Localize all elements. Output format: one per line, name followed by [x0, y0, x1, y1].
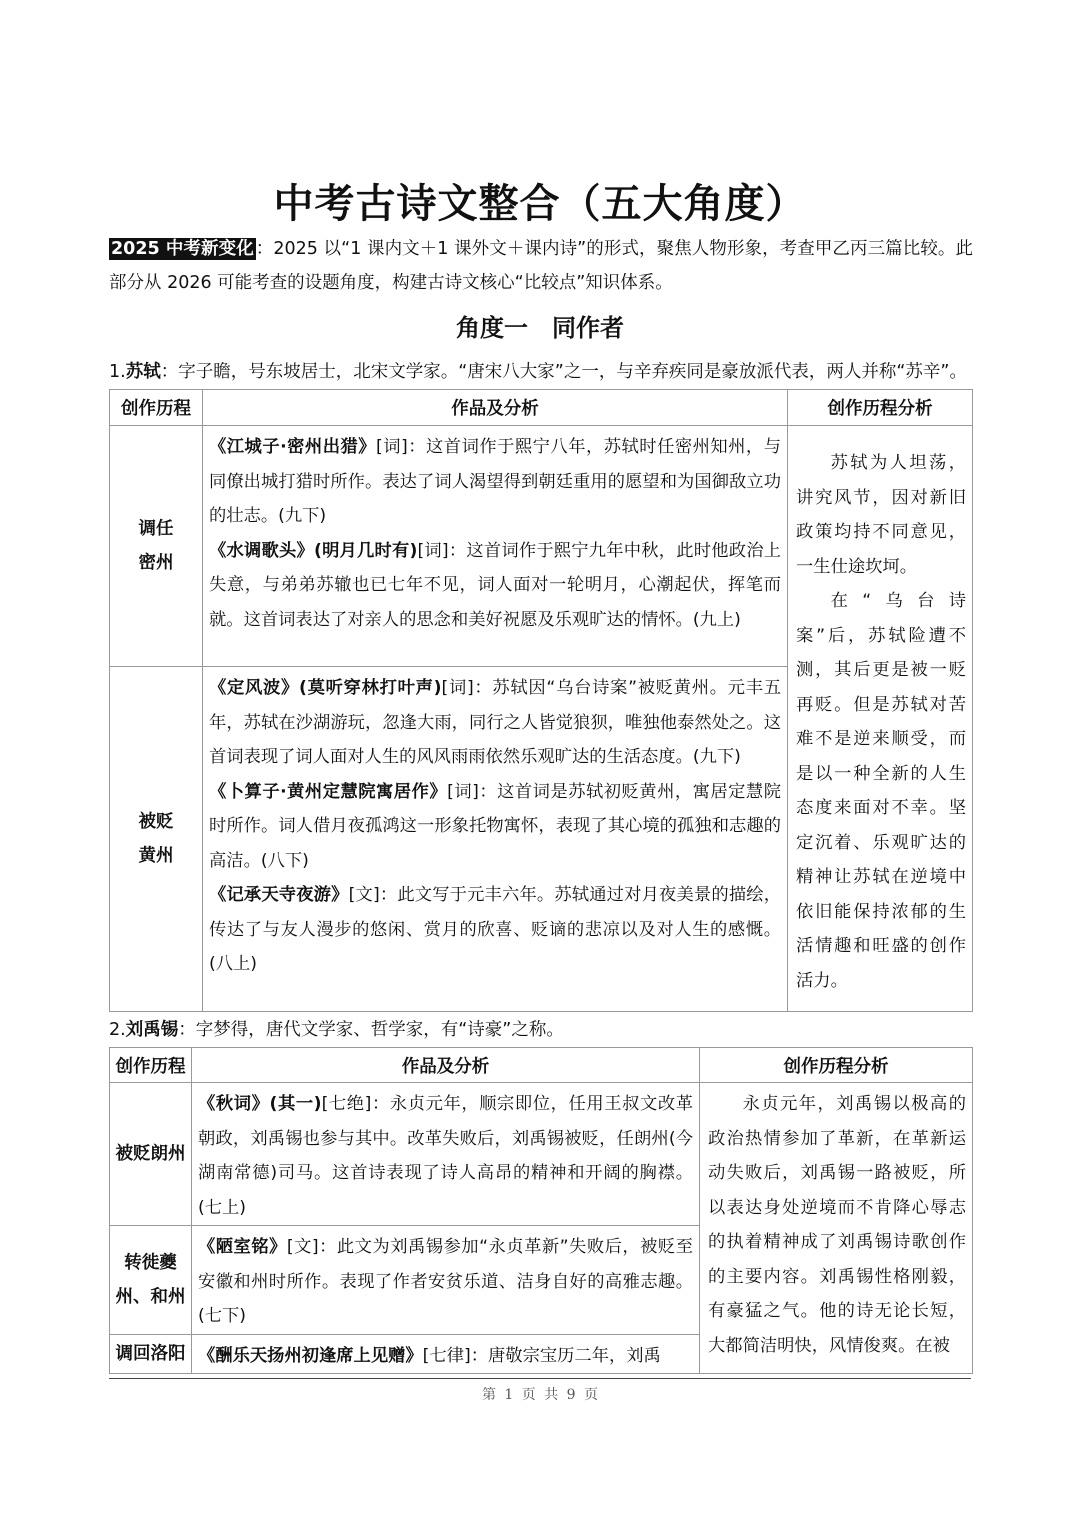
page-title: 中考古诗文整合（五大角度） [273, 181, 807, 227]
table-row [110, 1083, 973, 1226]
work-type: [词] [376, 437, 408, 457]
analysis-cell [788, 426, 973, 1012]
work-type: [七律] [422, 1345, 471, 1366]
liuyuxi-table [109, 1047, 973, 1374]
stage-label: 黄州 [138, 846, 174, 866]
works-cell [192, 1226, 700, 1335]
footer-divider [109, 1378, 971, 1379]
stage-cell: 转徙夔州、和州 [110, 1226, 192, 1335]
stage-cell: 调回洛阳 [110, 1334, 192, 1374]
work-entry [209, 878, 781, 982]
analysis-paragraph: 永贞元年，刘禹锡以极高的政治热情参加了革新，在革新运动失败后，刘禹锡一路被贬，所以表达身处逆境而不肯降心辱志的执着精神成了刘禹锡诗歌创作的主要内容。刘禹锡性格刚毅，有豪猛之气。他的诗无论长短，大都简洁明快，风情俊爽。在被 [708, 1094, 966, 1356]
work-title: 《定风波》(莫听穿林打叶声) [209, 678, 442, 698]
works-cell [192, 1334, 700, 1374]
work-title: 《记承天寺夜游》 [209, 885, 349, 905]
work-title: 《卜算子·黄州定慧院寓居作》 [209, 781, 448, 802]
author-name: 刘禹锡 [125, 1020, 179, 1040]
work-entry [198, 1230, 693, 1334]
work-title: 《江城子·密州出猎》 [209, 437, 377, 457]
work-analysis: ：这首词作于熙宁八年，苏轼时任密州知州，与同僚出城打猎时所作。表达了词人渴望得到朝廷重用的愿望和为国御敌立功的壮志。(九下) [209, 437, 781, 526]
work-analysis: ：此文为刘禹锡参加“永贞革新”失败后，被贬至安徽和州时所作。表现了作者安贫乐道、洁身自好的高雅志趣。(七下) [198, 1237, 693, 1326]
works-cell [192, 1083, 700, 1226]
stage-label: 调任 [138, 519, 174, 539]
header-analysis: 创作历程分析 [788, 390, 973, 426]
angle-heading: 角度一 同作者 [456, 314, 624, 342]
stage-cell [110, 426, 203, 667]
work-type: [七绝] [321, 1094, 372, 1114]
page-number: 第 1 页 共 9 页 [481, 1387, 599, 1403]
work-analysis: ：此文写于元丰六年。苏轼通过对月夜美景的描绘，传达了与友人漫步的悠闲、赏月的欣喜、贬谪的悲凉以及对人生的感慨。(八上) [209, 885, 781, 974]
work-type: [词] [447, 781, 479, 802]
work-analysis: ：唐敬宗宝历二年，刘禹 [470, 1345, 661, 1366]
author-desc: ：字子瞻，号东坡居士，北宋文学家。“唐宋八大家”之一，与辛弃疾同是豪放派代表，两人并称“苏辛”。 [160, 362, 967, 382]
author-name: 苏轼 [125, 362, 161, 382]
stage-cell [110, 667, 203, 1012]
work-title: 《秋词》(其一) [198, 1094, 322, 1114]
change-tag: 2025 中考新变化 [111, 239, 254, 259]
header-stage: 创作历程 [110, 390, 203, 426]
analysis-paragraph: 在“乌台诗案”后，苏轼险遭不测，其后更是被一贬再贬。但是苏轼对苦难不是逆来顺受，而是以一种全新的人生态度来面对不幸。坚定沉着、乐观旷达的精神让苏轼在逆境中依旧能保持浓郁的生活情趣和旺盛的创作活力。 [796, 591, 966, 991]
work-analysis: ：这首词是苏轼初贬黄州，寓居定慧院时所作。词人借月夜孤鸿这一形象托物寓怀，表现了其心境的孤独和志趣的高洁。(八下) [209, 781, 781, 871]
work-type: [文] [286, 1237, 319, 1257]
author-intro-sushi [109, 357, 979, 387]
analysis-cell [700, 1083, 973, 1374]
work-analysis: ：苏轼因“乌台诗案”被贬黄州。元丰五年，苏轼在沙湖游玩，忽逢大雨，同行之人皆觉狼狈，唯独他泰然处之。这首词表现了词人面对人生的风风雨雨依然乐观旷达的生活态度。(九下) [209, 678, 782, 767]
stage-cell: 被贬朗州 [110, 1083, 192, 1226]
header-works: 作品及分析 [203, 390, 788, 426]
table-header-row [110, 1048, 973, 1083]
work-analysis: ：永贞元年，顺宗即位，任用王叔文改革朝政，刘禹锡也参与其中。改革失败后，刘禹锡被贬，任朗州(今湖南常德)司马。这首诗表现了诗人高昂的精神和开阔的胸襟。(七上) [198, 1094, 694, 1218]
header-analysis: 创作历程分析 [700, 1048, 973, 1083]
stage-label: 密州 [138, 553, 174, 573]
work-analysis: ：这首词作于熙宁九年中秋，此时他政治上失意，与弟弟苏辙也已七年不见，词人面对一轮明月，心潮起伏，挥笔而就。这首词表达了对亲人的思念和美好祝愿及乐观旷达的情怀。(九上) [209, 540, 782, 630]
intro-text: ：2025 以“1 课内文＋1 课外文＋课内诗”的形式，聚焦人物形象，考查甲乙丙三篇比较。此部分从 2026 可能考查的设题角度，构建古诗文核心“比较点”知识体系。 [109, 239, 973, 293]
work-entry [198, 1339, 693, 1374]
table-row [110, 426, 973, 667]
intro-paragraph [109, 232, 973, 300]
work-type: [文] [348, 885, 380, 905]
section-number: 1. [109, 362, 126, 382]
work-title: 《水调歌头》(明月几时有) [209, 540, 418, 561]
sushi-table [109, 389, 973, 1012]
work-type: [词] [417, 540, 449, 561]
works-cell [203, 426, 788, 667]
works-cell [203, 667, 788, 1012]
section-number: 2. [109, 1020, 126, 1040]
stage-label: 被贬 [138, 812, 174, 832]
analysis-paragraph: 苏轼为人坦荡，讲究风节，因对新旧政策均持不同意见，一生仕途坎坷。 [796, 453, 966, 577]
author-desc: ：字梦得，唐代文学家、哲学家，有“诗豪”之称。 [178, 1020, 564, 1040]
work-type: [词] [441, 678, 474, 698]
header-works: 作品及分析 [192, 1048, 700, 1083]
work-title: 《陋室铭》 [198, 1237, 287, 1257]
work-entry [209, 534, 781, 638]
work-entry [209, 775, 781, 879]
header-stage: 创作历程 [110, 1048, 192, 1083]
author-intro-liuyuxi [109, 1015, 979, 1045]
work-entry [209, 671, 781, 775]
work-entry [198, 1087, 693, 1225]
table-header-row [110, 390, 973, 426]
work-title: 《酬乐天扬州初逢席上见赠》 [198, 1345, 423, 1366]
work-entry [209, 430, 781, 534]
